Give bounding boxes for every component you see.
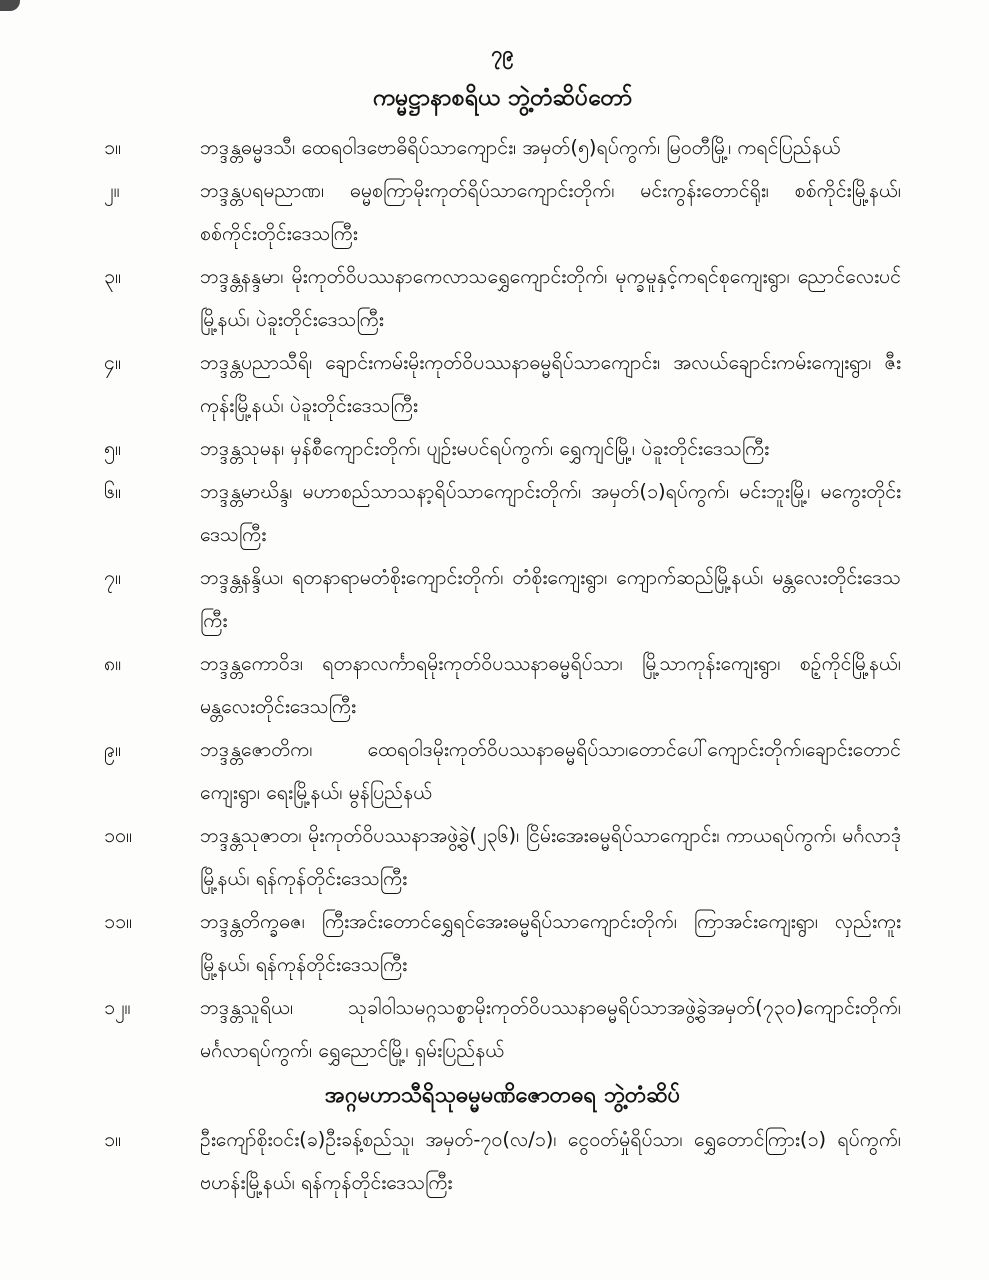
list-item [104, 986, 901, 1072]
item-text: ဘဒ္ဒန္တဓမ္မဒသီ၊ ထေရဝါဒဗောဓိရိပ်သာကျောင်း၊ အမှတ်(၅)ရပ်ကွက်၊ မြဝတီမြို့၊ ကရင်ပြည်နယ် [200, 136, 841, 159]
item-number: ၂။ [104, 179, 120, 202]
list-item [104, 169, 901, 255]
item-number: ၇။ [104, 566, 121, 589]
list-item [104, 814, 901, 900]
item-text: ဘဒ္ဒန္တမာဃိန္ဒ၊ မဟာစည်သာသနာ့ရိပ်သာကျောင်းတိုက်၊ အမှတ်(၁)ရပ်ကွက်၊ မင်းဘူးမြို့၊ မကွေးတိုင်းဒေသကြီး [200, 480, 901, 546]
item-number: ၁။ [104, 1128, 121, 1151]
list-item [104, 900, 901, 986]
item-text: ဦးကျော်စိုးဝင်း(ခ)ဦးခန့်စည်သူ၊ အမှတ်-၇၀(လ/၁)၊ ငွေဝတ်မှုံရိပ်သာ၊ ရွှေတောင်ကြား(၁) ရပ်ကွက်၊ ဗဟန်းမြို့နယ်၊ ရန်ကုန်တိုင်းဒေသကြီး [200, 1128, 901, 1194]
item-number: ၈။ [104, 652, 122, 675]
item-text: ဘဒ္ဒန္တနန္ဒိယ၊ ရတနာရာမတံစိုးကျောင်းတိုက်၊ တံစိုးကျေးရွာ၊ ကျောက်ဆည်မြို့နယ်၊ မန္တလေးတိုင်းဒေသကြီး [200, 566, 901, 632]
item-text: ဘဒ္ဒန္တနန္ဒမာ၊ မိုးကုတ်ဝိပဿနာကေလာသရွှေကျောင်းတိုက်၊ မုက္ခမူနှင့်ကရင်စုကျေးရွာ၊ ညောင်လေးပင်မြို့နယ်၊ ပဲခူးတိုင်းဒေသကြီး [200, 265, 901, 331]
list-item [104, 341, 901, 427]
list-item [104, 427, 901, 470]
item-number: ၅။ [104, 437, 121, 460]
item-number: ၁၁။ [104, 910, 132, 933]
item-number: ၁၂။ [104, 996, 131, 1019]
list-item [104, 470, 901, 556]
item-text: ဘဒ္ဒန္တပညာသီရိ၊ ချောင်းကမ်းမိုးကုတ်ဝိပဿနာဓမ္မရိပ်သာကျောင်း၊ အလယ်ချောင်းကမ်းကျေးရွာ၊ ဇီးကုန်းမြို့နယ်၊ ပဲခူးတိုင်းဒေသကြီး [200, 351, 901, 417]
page-number: ၇၉ [491, 41, 514, 65]
list-item [104, 255, 901, 341]
item-text: ဘဒ္ဒန္တသုဇာတ၊ မိုးကုတ်ဝိပဿနာအဖွဲ့ခွဲ(၂၃၆)၊ ငြိမ်းအေးဓမ္မရိပ်သာကျောင်း၊ ကာယရပ်ကွက်၊ မင်္ဂလာဒုံမြို့နယ်၊ ရန်ကုန်တိုင်းဒေသကြီး [200, 824, 901, 890]
section-2-title: အဂ္ဂမဟာသီရိသုဓမ္မမဏိဇောတဓရ ဘွဲ့တံဆိပ် [324, 1083, 681, 1108]
item-text: ဘဒ္ဒန္တတိက္ခဓဇ၊ ကြီးအင်းတောင်ရွှေရင်အေးဓမ္မရိပ်သာကျောင်းတိုက်၊ ကြာအင်းကျေးရွာ၊ လှည်းကူးမြို့နယ်၊ ရန်ကုန်တိုင်းဒေသကြီး [200, 910, 901, 976]
section-1-title: ကမ္မဋ္ဌာနာစရိယ ဘွဲ့တံဆိပ်တော် [372, 85, 633, 111]
list-item [104, 1118, 901, 1204]
item-number: ၁၀။ [104, 824, 132, 847]
item-number: ၄။ [104, 351, 121, 374]
item-text: ဘဒ္ဒန္တသူရိယ၊ သုခါဝါသမဂ္ဂသစ္စာမိုးကုတ်ဝိပဿနာဓမ္မရိပ်သာအဖွဲ့ခွဲအမှတ်(၇၃၀)ကျောင်းတိုက်၊ မင်္ဂလာရပ်ကွက်၊ ရွှေညောင်မြို့၊ ရှမ်းပြည်နယ် [200, 996, 901, 1062]
list-item [104, 642, 901, 728]
list-item [104, 126, 901, 169]
item-number: ၁။ [104, 136, 121, 159]
item-number: ၉။ [104, 738, 121, 761]
list-item [104, 728, 901, 814]
item-number: ၃။ [104, 265, 121, 288]
item-text: ဘဒ္ဒန္တပရမညာဏ၊ ဓမ္မစကြာမိုးကုတ်ရိပ်သာကျောင်းတိုက်၊ မင်းကွန်းတောင်ရိုး၊ စစ်ကိုင်းမြို့နယ်၊ စစ်ကိုင်းတိုင်းဒေသကြီး [200, 179, 901, 245]
item-text: ဘဒ္ဒန္တဇောတိက၊ ထေရဝါဒမိုးကုတ်ဝိပဿနာဓမ္မရိပ်သာ၊တောင်ပေါ်ကျောင်းတိုက်၊ချောင်းတောင် ကျေးရွာ၊ ရေးမြို့နယ်၊ မွန်ပြည်နယ် [200, 738, 901, 804]
item-text: ဘဒ္ဒန္တသုမန၊ မှန်စီကျောင်းတိုက်၊ ပျဉ်းမပင်ရပ်ကွက်၊ ရွှေကျင်မြို့၊ ပဲခူးတိုင်းဒေသကြီး [200, 437, 770, 460]
item-text: ဘဒ္ဒန္တကောဝိဒ၊ ရတနာလင်္ကာရမိုးကုတ်ဝိပဿနာဓမ္မရိပ်သာ၊ မြို့သာကုန်းကျေးရွာ၊ စဉ့်ကိုင်မြို့နယ်၊ မန္တလေးတိုင်းဒေသကြီး [200, 652, 901, 718]
list-item [104, 556, 901, 642]
item-number: ၆။ [104, 480, 121, 503]
